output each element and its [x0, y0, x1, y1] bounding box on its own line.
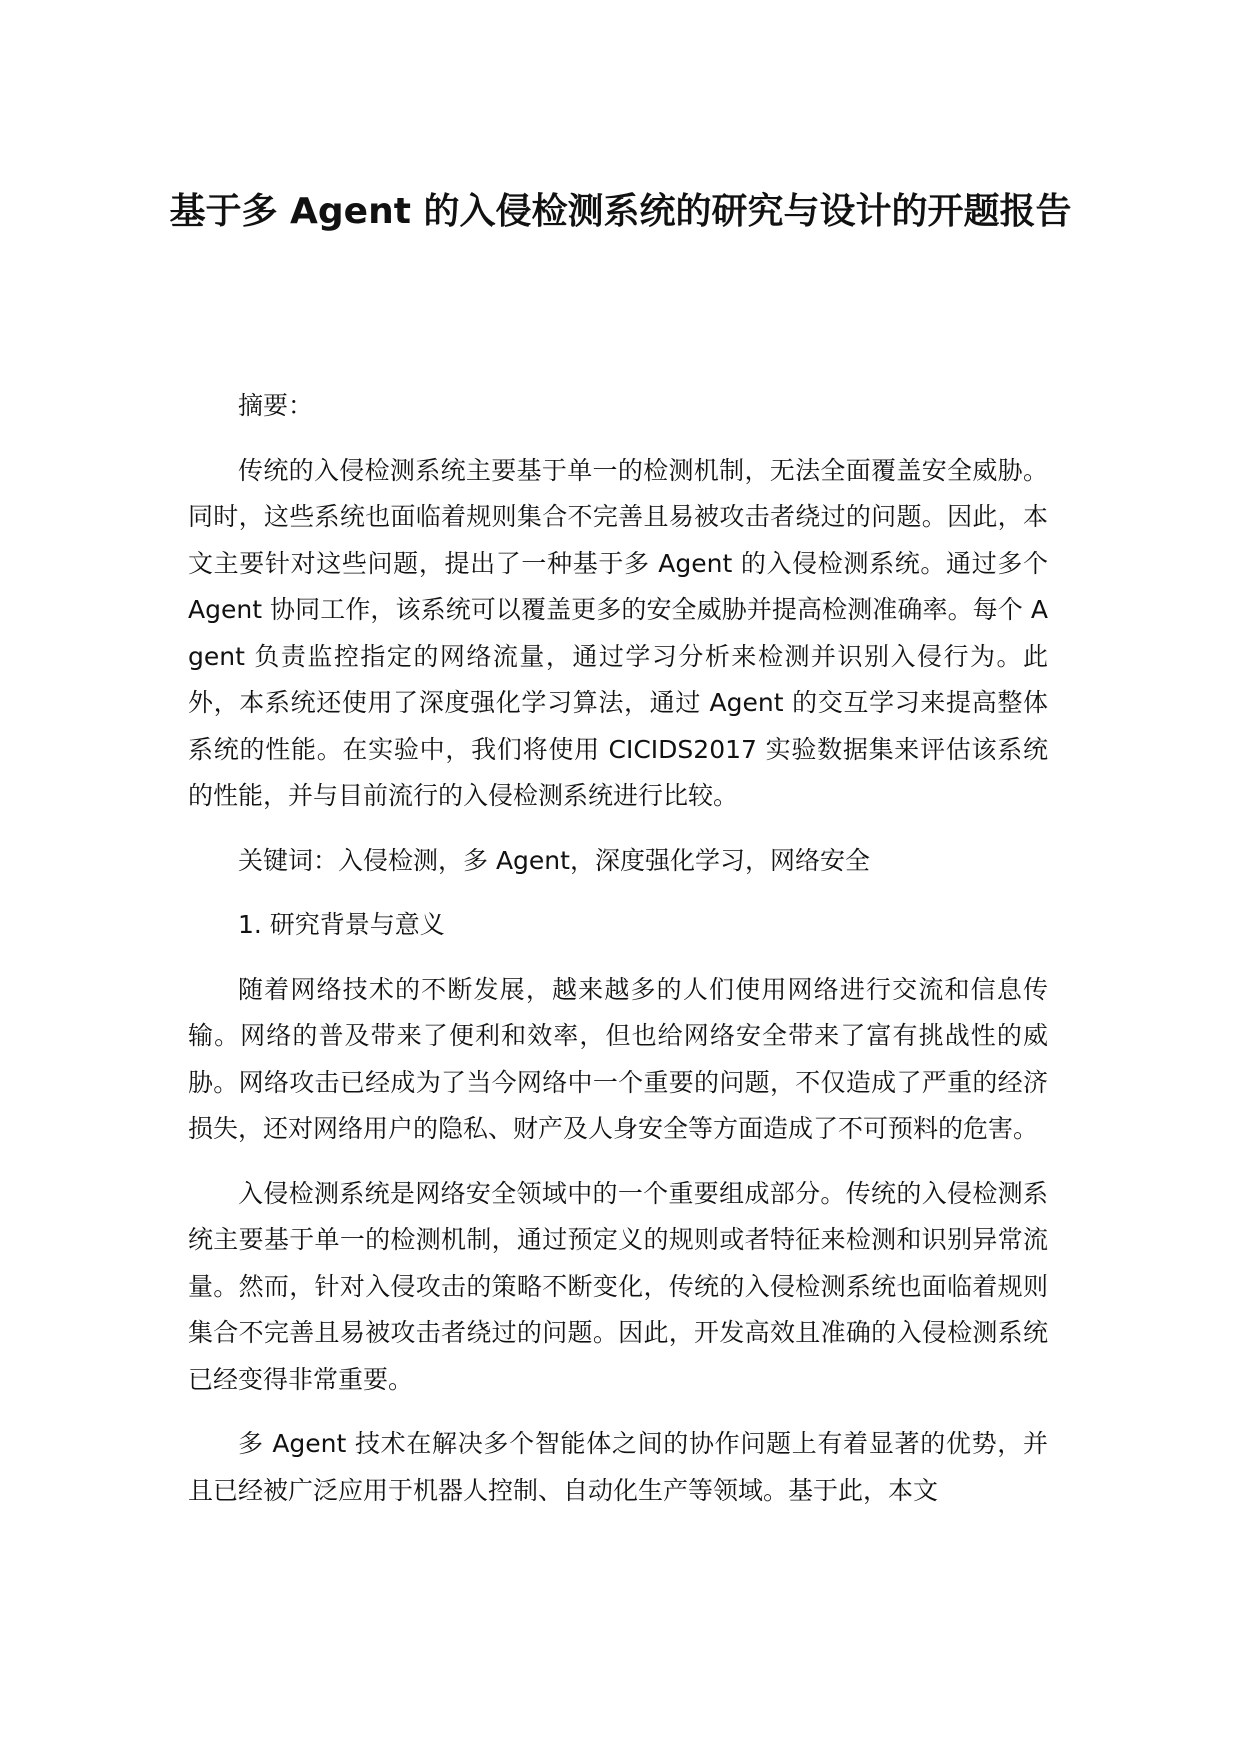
abstract-paragraph: 传统的入侵检测系统主要基于单一的检测机制，无法全面覆盖安全威胁。同时，这些系统也面临着规则集合不完善且易被攻击者绕过的问题。因此，本文主要针对这些问题，提出了一种基于多 Agent 的入侵检测系统。通过多个 Agent 协同工作，该系统可以覆盖更多的安全威胁并提高检测准确率。每个 Agent 负责监控指定的网络流量，通过学习分析来检测并识别入侵行为。此外，本系统还使用了深度强化学习算法，通过 Agent 的交互学习来提高整体系统的性能。在实验中，我们将使用 CICIDS2017 实验数据集来评估该系统的性能，并与目前流行的入侵检测系统进行比较。 [188, 455, 1048, 810]
abstract-heading: 摘要： [238, 391, 314, 420]
document-title: 基于多 Agent 的入侵检测系统的研究与设计的开题报告 [169, 191, 1072, 232]
body-paragraph: 多 Agent 技术在解决多个智能体之间的协作问题上有着显著的优势，并且已经被广泛应用于机器人控制、自动化生产等领域。基于此，本文 [188, 1429, 1048, 1505]
body-paragraph: 入侵检测系统是网络安全领域中的一个重要组成部分。传统的入侵检测系统主要基于单一的检测机制，通过预定义的规则或者特征来检测和识别异常流量。然而，针对入侵攻击的策略不断变化，传统的入侵检测系统也面临着规则集合不完善且易被攻击者绕过的问题。因此，开发高效且准确的入侵检测系统已经变得非常重要。 [188, 1178, 1048, 1394]
document-body [188, 383, 1048, 1532]
body-paragraph: 随着网络技术的不断发展，越来越多的人们使用网络进行交流和信息传输。网络的普及带来了便利和效率，但也给网络安全带来了富有挑战性的威胁。网络攻击已经成为了当今网络中一个重要的问题，不仅造成了严重的经济损失，还对网络用户的隐私、财产及人身安全等方面造成了不可预料的危害。 [188, 974, 1048, 1143]
section-heading: 1. 研究背景与意义 [238, 910, 445, 939]
keywords-line: 关键词：入侵检测，多 Agent，深度强化学习，网络安全 [238, 845, 870, 875]
